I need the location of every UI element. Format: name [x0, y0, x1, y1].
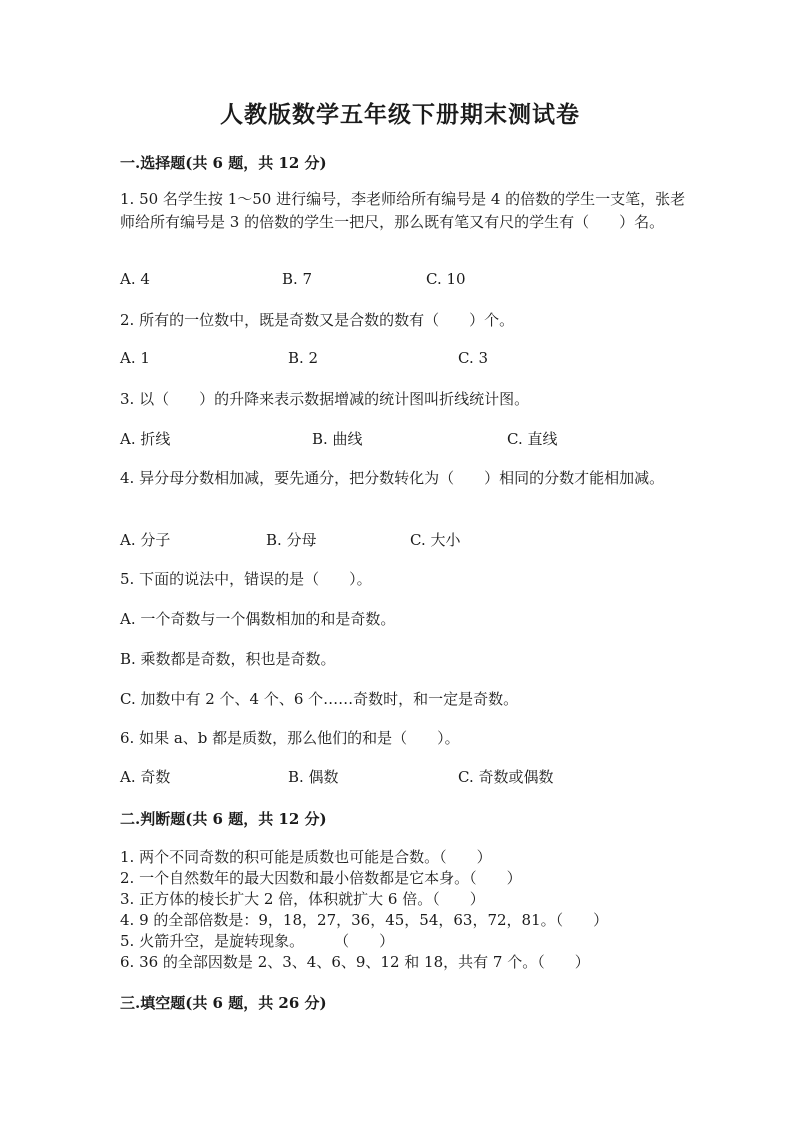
option-b: B. 分母	[266, 531, 317, 549]
option-a: A. 分子	[120, 531, 171, 549]
judgement-item: 2. 一个自然数年的最大因数和最小倍数都是它本身。（ ）	[120, 869, 522, 887]
question-stem: 4. 异分母分数相加减，要先通分，把分数转化为（ ）相同的分数才能相加减。	[120, 469, 665, 487]
question-stem: 5. 下面的说法中，错误的是（ ）。	[120, 570, 372, 588]
option-b: B. 偶数	[288, 768, 339, 786]
question-stem: 1. 50 名学生按 1～50 进行编号，李老师给所有编号是 4 的倍数的学生一支笔，张老师给所有编号是 3 的倍数的学生一把尺，那么既有笔又有尺的学生有（ ）名。	[120, 190, 686, 231]
question-stem: 6. 如果 a、b 都是质数，那么他们的和是（ ）。	[120, 729, 460, 747]
option-c: C. 直线	[507, 430, 558, 448]
option-a: A. 折线	[120, 430, 171, 448]
option-c: C. 加数中有 2 个、4 个、6 个……奇数时，和一定是奇数。	[120, 690, 519, 708]
option-c: C. 10	[426, 270, 466, 288]
option-a: A. 奇数	[120, 768, 171, 786]
question-stem: 3. 以（ ）的升降来表示数据增减的统计图叫折线统计图。	[120, 390, 530, 408]
judgement-item: 3. 正方体的棱长扩大 2 倍，体积就扩大 6 倍。（ ）	[120, 890, 485, 908]
option-a: A. 4	[120, 270, 150, 288]
section-heading-fill: 三.填空题(共 6 题，共 26 分)	[120, 994, 327, 1012]
section-heading-choice: 一.选择题(共 6 题，共 12 分)	[120, 154, 327, 172]
judgement-item: 1. 两个不同奇数的积可能是质数也可能是合数。（ ）	[120, 848, 492, 866]
option-a: A. 1	[120, 349, 150, 367]
option-c: C. 奇数或偶数	[458, 768, 554, 786]
page-title: 人教版数学五年级下册期末测试卷	[220, 101, 580, 128]
option-c: C. 3	[458, 349, 489, 367]
question-stem: 2. 所有的一位数中，既是奇数又是合数的数有（ ）个。	[120, 311, 515, 329]
option-b: B. 2	[288, 349, 319, 367]
option-a: A. 一个奇数与一个偶数相加的和是奇数。	[120, 610, 396, 628]
section-heading-judgement: 二.判断题(共 6 题，共 12 分)	[120, 810, 327, 828]
option-c: C. 大小	[410, 531, 461, 549]
option-b: B. 7	[282, 270, 313, 288]
judgement-item: 6. 36 的全部因数是 2、3、4、6、9、12 和 18，共有 7 个。（ ）	[120, 953, 590, 971]
option-b: B. 乘数都是奇数，积也是奇数。	[120, 650, 336, 668]
judgement-item: 4. 9 的全部倍数是：9，18，27，36，45，54，63，72，81。（ ）	[120, 911, 609, 929]
option-b: B. 曲线	[312, 430, 363, 448]
judgement-item: 5. 火箭升空，是旋转现象。 （ ）	[120, 932, 395, 950]
